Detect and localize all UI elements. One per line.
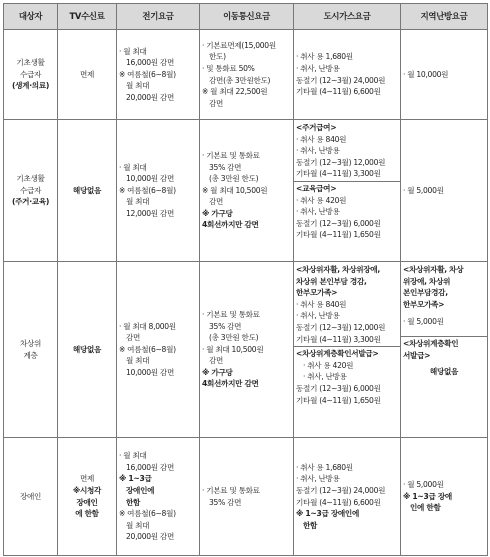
cell-line: 월 최대	[126, 197, 150, 207]
electric-cell	[117, 120, 200, 262]
target-cell	[4, 30, 58, 120]
cell-line: 월 최대	[126, 81, 150, 91]
electric-cell	[117, 262, 200, 438]
heating-group-title: 본인부담경감,	[403, 288, 448, 298]
cell-line: 10,000원 감면	[126, 174, 174, 184]
heating-group-title: 위장애, 차상위	[403, 276, 451, 286]
cell-line: · 취사 용 840원	[296, 134, 347, 144]
cell-line: 35% 감면	[209, 497, 242, 507]
cell-line: · 취사 용 420원	[296, 195, 347, 205]
cell-line: 에 한함	[75, 509, 99, 519]
cell-line: 월 최대	[126, 520, 150, 530]
gas-cell	[294, 30, 401, 120]
gas-group-title: <교육급여>	[296, 183, 337, 193]
cell-line: (총 3만원 한도)	[209, 333, 259, 343]
cell-line: · 취사 용 840원	[296, 299, 347, 309]
tv-cell	[58, 438, 117, 556]
cell-line: · 기본료 및 통화료	[202, 309, 260, 319]
cell-line: 동절기 (12~3월) 6,000원	[296, 218, 381, 228]
table-row-housing-education	[4, 120, 488, 262]
cell-line: 감면	[209, 197, 224, 207]
header-heating: 지역난방요금	[401, 4, 488, 30]
heating-cell: · 월 10,000원	[401, 30, 488, 120]
tv-cell: 해당없음	[58, 120, 117, 262]
target-label: 기초생활	[16, 174, 45, 184]
target-label: 계층	[23, 350, 38, 360]
cell-line: · 월 최대 10,500원	[202, 344, 264, 354]
gas-cell	[294, 120, 401, 262]
cell-line: 감면	[126, 333, 141, 343]
cell-line: · 취사 용 1,680원	[296, 52, 353, 62]
cell-line: · 취사, 난방용	[303, 372, 347, 382]
cell-line: · 월 최대	[119, 451, 147, 461]
gas-group-title: 차상위 본인부담 경감,	[296, 276, 367, 286]
cell-line: 12,000원 감면	[126, 208, 174, 218]
target-label: 기초생활	[16, 58, 45, 68]
target-label: 수급자	[19, 185, 42, 195]
cell-line: · 월 최대	[119, 46, 147, 56]
telecom-cell	[200, 262, 294, 438]
table-row-basic-living	[4, 30, 488, 120]
cell-line: 해당없음	[429, 367, 459, 377]
cell-line: · 취사, 난방용	[296, 311, 340, 321]
cell-line: · 취사 용 1,680원	[296, 462, 353, 472]
tv-cell: 면제	[58, 30, 117, 120]
cell-line: 동절기 (12~3월) 24,000원	[296, 485, 386, 495]
cell-line: 4회선까지만 감면	[202, 379, 259, 389]
cell-line: ※ 월 최대 10,500원	[202, 185, 268, 195]
cell-line: · 월 최대 8,000원	[119, 321, 176, 331]
table-row-near-poverty	[4, 262, 488, 438]
header-electric: 전기요금	[117, 4, 200, 30]
cell-line: ※ 월 최대 22,500원	[202, 87, 268, 97]
header-gas: 도시가스요금	[294, 4, 401, 30]
discount-table	[3, 3, 488, 556]
heating-group-title: 서발급>	[403, 350, 431, 360]
telecom-cell	[200, 438, 294, 556]
heating-subsection	[401, 336, 487, 378]
cell-line: 20,000원 감면	[126, 532, 174, 542]
cell-line: 월 최대	[126, 356, 150, 366]
header-row	[4, 4, 488, 30]
cell-line: 감면(총 3만원한도)	[209, 75, 271, 85]
header-target: 대상자	[4, 4, 58, 30]
gas-subsection	[294, 181, 400, 241]
cell-line: · 월 최대	[119, 162, 147, 172]
cell-line: 장애인에	[126, 485, 155, 495]
heating-cell	[401, 262, 488, 438]
heating-cell	[401, 438, 488, 556]
gas-group-title: <차상위계층확인서발급>	[296, 349, 379, 359]
gas-group-title: <차상위자활, 차상위장애,	[296, 265, 380, 274]
target-label: 수급자	[19, 69, 42, 79]
cell-line: ※ 1~3급 장애	[403, 491, 452, 501]
cell-line: 기타월 (4~11월) 3,300원	[296, 334, 381, 344]
gas-group-title: <주거급여>	[296, 123, 337, 132]
cell-line: (총 3만원 한도)	[209, 174, 259, 184]
gas-subsection	[294, 346, 400, 406]
cell-line: ※ 가구당	[202, 367, 233, 377]
cell-line: 한도)	[209, 52, 226, 62]
cell-line: 감면	[209, 98, 224, 108]
cell-line: 35% 감면	[209, 321, 242, 331]
cell-line: 기타월 (4~11월) 6,600원	[296, 87, 381, 97]
cell-line: 4회선까지만 감면	[202, 220, 259, 230]
cell-line: 동절기 (12~3월) 24,000원	[296, 75, 386, 85]
target-sub-label: (생계·의료)	[11, 81, 50, 91]
cell-line: 10,000원 감면	[126, 367, 174, 377]
cell-line: 35% 감면	[209, 162, 242, 172]
cell-line: ※ 여름철(6~8월)	[119, 185, 176, 195]
cell-line: 16,000원 감면	[126, 58, 174, 68]
heating-group-title: 한부모가족>	[403, 299, 445, 309]
cell-line: · 취사 용 420원	[303, 360, 354, 370]
telecom-cell	[200, 30, 294, 120]
heating-group-title: <차상위계층확인	[403, 338, 459, 348]
cell-line: 기타월 (4~11월) 1,650원	[296, 395, 381, 405]
cell-line: ※ 1~3급 장애인에	[296, 509, 359, 519]
heating-cell: · 월 5,000원	[401, 120, 488, 262]
cell-line: · 기본료면제(15,000원	[202, 40, 276, 50]
cell-line: · 취사, 난방용	[296, 63, 340, 73]
cell-line: 동절기 (12~3월) 6,000원	[296, 383, 381, 393]
table-row-disabled	[4, 438, 488, 556]
target-cell: 장애인	[4, 438, 58, 556]
header-telecom: 이동통신요금	[200, 4, 294, 30]
cell-line: · 취사, 난방용	[296, 474, 340, 484]
target-cell	[4, 120, 58, 262]
cell-line: · 기본료 및 통화료	[202, 150, 260, 160]
cell-line: ※ 1~3급	[119, 474, 152, 484]
cell-line: 면제	[79, 474, 95, 484]
cell-line: 기타월 (4~11월) 6,600원	[296, 497, 381, 507]
cell-line: ※ 가구당	[202, 208, 233, 218]
tv-cell: 해당없음	[58, 262, 117, 438]
header-tv: TV수신료	[58, 4, 117, 30]
cell-line: ※ 여름철(6~8월)	[119, 344, 176, 354]
electric-cell	[117, 30, 200, 120]
heating-group-title: <차상위자활, 차상	[403, 265, 464, 274]
gas-group-title: 한부모가족>	[296, 288, 338, 298]
cell-line: · 취사, 난방용	[296, 146, 340, 156]
cell-line: 동절기 (12~3월) 12,000원	[296, 322, 386, 332]
cell-line: ※ 여름철(6~8월)	[119, 69, 176, 79]
cell-line: 동절기 (12~3월) 12,000원	[296, 157, 386, 167]
gas-cell	[294, 438, 401, 556]
cell-line: 한함	[126, 497, 141, 507]
electric-cell	[117, 438, 200, 556]
cell-line: · 월 5,000원	[403, 317, 444, 327]
cell-line: 감면	[209, 356, 224, 366]
cell-line: 기타월 (4~11월) 3,300원	[296, 169, 381, 179]
cell-line: 한함	[303, 520, 318, 530]
target-label: 차상위	[19, 338, 42, 348]
cell-line: · 월 5,000원	[403, 480, 444, 490]
telecom-cell	[200, 120, 294, 262]
cell-line: · 및 통화료 50%	[202, 63, 255, 73]
cell-line: 인에 한함	[410, 503, 441, 513]
cell-line: ※ 여름철(6~8월)	[119, 509, 176, 519]
cell-line: · 취사, 난방용	[296, 207, 340, 217]
target-sub-label: (주거·교육)	[11, 197, 50, 207]
cell-line: 장애인	[76, 497, 98, 507]
cell-line: 20,000원 감면	[126, 92, 174, 102]
cell-line: ※시청각	[72, 485, 102, 495]
gas-cell	[294, 262, 401, 438]
target-cell	[4, 262, 58, 438]
cell-line: 16,000원 감면	[126, 462, 174, 472]
cell-line: · 기본료 및 통화료	[202, 485, 260, 495]
cell-line: 기타월 (4~11월) 1,650원	[296, 230, 381, 240]
